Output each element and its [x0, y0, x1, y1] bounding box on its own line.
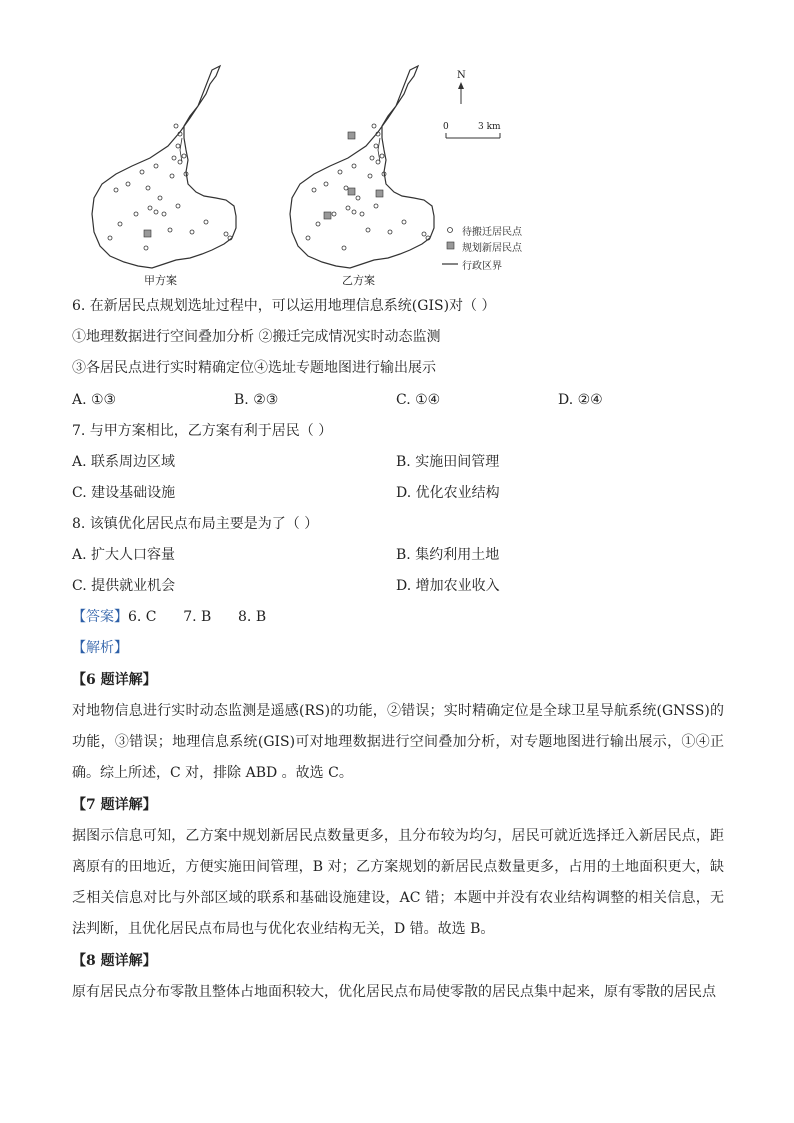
- legend-label: 规划新居民点: [462, 243, 522, 254]
- legend-item-new: [462, 239, 522, 254]
- question-8-option-d: D. 增加农业收入: [396, 578, 500, 594]
- detail-6-text: 对地物信息进行实时动态监测是遥感(RS)的功能，②错误；实时精确定位是全球卫星导航系统(GNSS)的功能，③错误；地理信息系统(GIS)可对地理数据进行空间叠加分析，对专题地图进行输出展示，①④正确。综上所述，C 对，排除 ABD 。故选 C。: [72, 703, 724, 781]
- legend-item-relocate: [462, 223, 522, 238]
- question-6-option-c: C. ①④: [396, 392, 441, 408]
- question-7-stem: 7. 与甲方案相比，乙方案有利于居民（ ）: [72, 423, 333, 439]
- legend-label: 待搬迁居民点: [462, 227, 522, 238]
- map-a-new-settlement: [144, 230, 151, 237]
- question-6-option-a: A. ①③: [72, 392, 117, 408]
- map-b-caption: 乙方案: [342, 274, 375, 287]
- legend-item-boundary: [462, 257, 502, 272]
- map-a-boundary: [92, 66, 236, 268]
- question-7-option-d: D. 优化农业结构: [396, 485, 500, 501]
- map-a-caption: 甲方案: [144, 274, 177, 287]
- map-b-boundary: [290, 66, 434, 268]
- answer-label: 【答案】: [72, 609, 128, 625]
- question-6-option-b: B. ②③: [234, 392, 279, 408]
- question-8-stem: 8. 该镇优化居民点布局主要是为了（ ）: [72, 516, 319, 532]
- north-label: N: [457, 70, 466, 81]
- question-8-option-b: B. 集约利用土地: [396, 547, 500, 563]
- question-6-statement-1: ①地理数据进行空间叠加分析 ②搬迁完成情况实时动态监测: [72, 329, 441, 345]
- question-6-stem: 6. 在新居民点规划选址过程中，可以运用地理信息系统(GIS)对（ ）: [72, 298, 496, 314]
- question-6-statement-2: ③各居民点进行实时精确定位④选址专题地图进行输出展示: [72, 360, 436, 376]
- detail-7-text: 据图示信息可知，乙方案中规划新居民点数量更多，且分布较为均匀，居民可就近选择迁入新居民点，距离原有的田地近，方便实施田间管理，B 对；乙方案规划的新居民点数量更多，占用的土地面积更大，缺乏相关信息对比与外部区域的联系和基础设施建设，AC 错；本题中并没有农业结构调整的相关信息，无法判断，且优化居民点布局也与优化农业结构无关，D 错。故选 B。: [72, 828, 724, 937]
- map-drawing: [80, 62, 540, 288]
- scale-start-label: 0: [443, 122, 449, 132]
- question-8-option-c: C. 提供就业机会: [72, 578, 176, 594]
- question-7-option-b: B. 实施田间管理: [396, 454, 500, 470]
- scale-end-label: 3 km: [478, 122, 501, 132]
- answer-line: [72, 607, 266, 627]
- map-figure: [80, 62, 540, 288]
- legend-label: 行政区界: [462, 261, 502, 272]
- detail-6-title: 【6 题详解】: [72, 672, 157, 688]
- question-8-option-a: A. 扩大人口容量: [72, 547, 176, 563]
- detail-8-text: 原有居民点分布零散且整体占地面积较大，优化居民点布局使零散的居民点集中起来，原有零散的居民点: [72, 984, 716, 1000]
- detail-7-title: 【7 题详解】: [72, 797, 157, 813]
- answer-values: 6. C 7. B 8. B: [128, 609, 267, 625]
- detail-8-title: 【8 题详解】: [72, 953, 157, 969]
- analysis-label: 【解析】: [72, 640, 128, 656]
- question-7-option-c: C. 建设基础设施: [72, 485, 176, 501]
- question-7-option-a: A. 联系周边区域: [72, 454, 176, 470]
- question-6-option-d: D. ②④: [558, 392, 603, 408]
